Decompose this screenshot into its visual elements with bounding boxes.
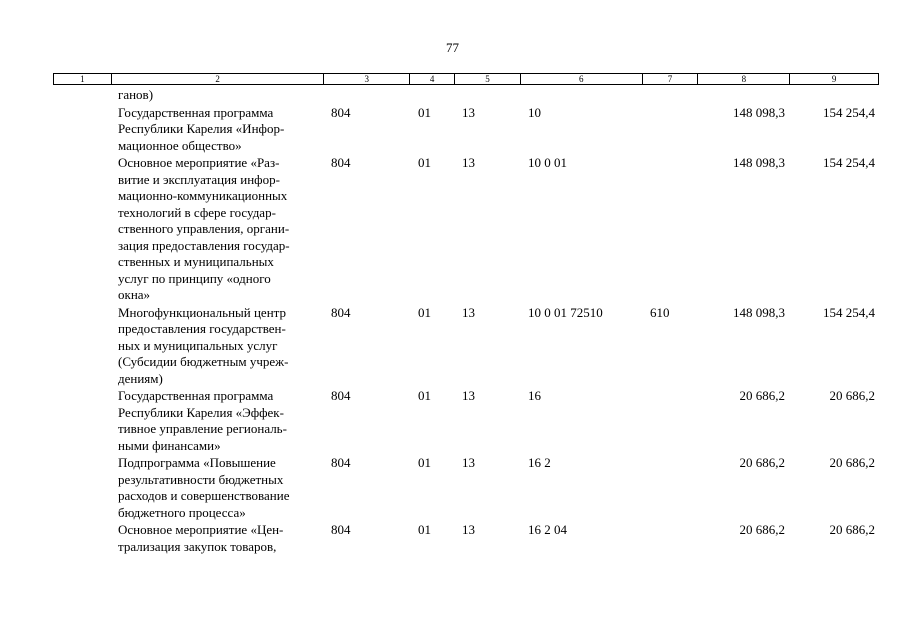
column-header: 9 [831,74,837,84]
cell-rz: 01 [418,388,431,403]
cell-ved: 804 [331,388,351,403]
column-header: 6 [521,74,643,84]
cell-csr [521,87,643,104]
cell-sum-1: 20 686,2 [739,388,785,403]
cell-number [53,305,111,388]
cell-sum-2: 154 254,4 [823,304,875,320]
table-row [53,105,879,155]
cell-csr: 10 0 01 [528,155,567,170]
cell-rz: 01 [418,522,431,537]
cell-rz: 01 [418,104,431,120]
cell-number [53,105,111,155]
cell-sum-2: 20 686,2 [829,388,875,403]
cell-number [53,155,111,304]
cell-name: ганов) [118,87,154,102]
column-header: 3 [324,74,410,84]
cell-name: Подпрограмма «Повышение результативности бюджетных расходов и совершенствование бюджетного процесса» [118,455,290,520]
cell-pr: 13 [462,388,475,403]
cell-vr [643,522,699,555]
cell-csr: 16 [528,388,541,403]
cell-sum-1: 20 686,2 [739,455,785,470]
cell-ved: 804 [331,522,351,537]
cell-pr: 13 [462,104,475,120]
cell-sum-1: 148 098,3 [733,304,785,320]
cell-vr: 610 [650,304,670,320]
cell-number [53,87,111,104]
cell-name: Государственная программа Республики Карелия «Эффек- тивное управление региональ- ными финансами» [118,388,287,453]
table-row [53,155,879,304]
table-row [53,87,879,104]
cell-pr [455,87,521,104]
column-header: 5 [455,74,521,84]
cell-sum-2 [791,87,879,104]
cell-rz [410,87,455,104]
table-row [53,305,879,388]
column-header: 8 [698,74,790,84]
cell-name: Государственная программа Республики Карелия «Инфор- мационное общество» [118,104,285,153]
cell-sum-1: 148 098,3 [733,104,785,120]
cell-ved [324,87,410,104]
cell-pr: 13 [462,155,475,170]
cell-vr [643,105,699,155]
cell-vr [643,155,699,304]
cell-number [53,522,111,555]
cell-ved: 804 [331,304,351,320]
cell-rz: 01 [418,455,431,470]
cell-csr: 10 [528,104,541,120]
cell-sum-1: 148 098,3 [733,155,785,170]
cell-pr: 13 [462,455,475,470]
cell-sum-2: 154 254,4 [823,155,875,170]
table-row [53,522,879,555]
cell-pr: 13 [462,522,475,537]
cell-ved: 804 [331,155,351,170]
cell-vr [643,388,699,454]
cell-number [53,455,111,521]
cell-sum-2: 154 254,4 [823,104,875,120]
table-body [53,87,879,556]
cell-csr: 10 0 01 72510 [528,304,603,320]
cell-name: Основное мероприятие «Раз- витие и эксплуатация инфор- мационно-коммуникационных технологий в сфере государ- ственного управления, органи- зация предоставления государ- ственных и муниципальных услуг по принципу «одного окна» [118,155,290,302]
cell-sum-2: 20 686,2 [829,522,875,537]
cell-sum-1 [699,87,791,104]
cell-pr: 13 [462,304,475,320]
cell-sum-1: 20 686,2 [739,522,785,537]
cell-sum-2: 20 686,2 [829,455,875,470]
cell-vr [643,87,699,104]
cell-ved: 804 [331,455,351,470]
column-header: 4 [410,74,455,84]
column-header: 7 [643,74,699,84]
column-header: 2 [112,74,324,84]
cell-number [53,388,111,454]
cell-vr [643,455,699,521]
table-row [53,455,879,521]
table-row [53,388,879,454]
page-number: 77 [446,40,459,55]
cell-name: Многофункциональный центр предоставления государствен- ных и муниципальных услуг (Субсидии бюджетным учреж- дениям) [118,304,289,386]
table-header [53,73,879,85]
cell-csr: 16 2 04 [528,522,567,537]
cell-name: Основное мероприятие «Цен- трализация закупок товаров, [118,522,284,554]
cell-rz: 01 [418,304,431,320]
column-header: 1 [54,74,112,84]
cell-csr: 16 2 [528,455,551,470]
cell-ved: 804 [331,104,351,120]
cell-rz: 01 [418,155,431,170]
